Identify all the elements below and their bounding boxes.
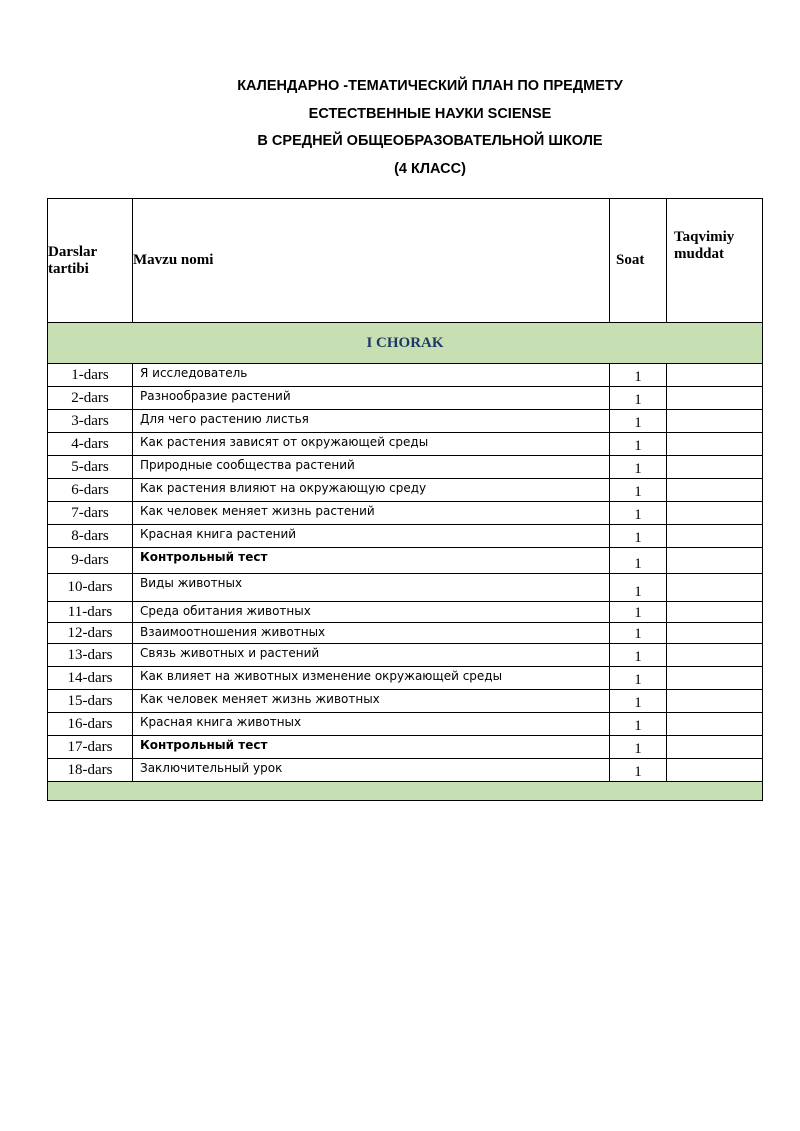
table-row — [48, 364, 763, 387]
lesson-hours: 1 — [610, 525, 667, 548]
table-row — [48, 410, 763, 433]
lesson-calendar-term — [667, 713, 763, 736]
lesson-number: 5-dars — [48, 456, 133, 479]
title-line-2: ЕСТЕСТВЕННЫЕ НАУКИ SCIENSE — [308, 106, 552, 122]
lesson-number: 9-dars — [48, 548, 133, 574]
lesson-number: 18-dars — [48, 759, 133, 782]
lesson-number: 10-dars — [48, 574, 133, 602]
lesson-topic: Я исследователь — [133, 364, 610, 387]
lesson-hours: 1 — [610, 623, 667, 644]
lesson-number: 17-dars — [48, 736, 133, 759]
lesson-topic: Природные сообщества растений — [133, 456, 610, 479]
lesson-topic: Красная книга животных — [133, 713, 610, 736]
lesson-calendar-term — [667, 736, 763, 759]
lesson-topic: Взаимоотношения животных — [133, 623, 610, 644]
lesson-topic: Как человек меняет жизнь растений — [133, 502, 610, 525]
lesson-calendar-term — [667, 623, 763, 644]
lesson-hours: 1 — [610, 502, 667, 525]
thematic-plan-table — [47, 198, 763, 801]
lesson-topic: Связь животных и растений — [133, 644, 610, 667]
lesson-hours: 1 — [610, 690, 667, 713]
table-row — [48, 602, 763, 623]
table-row — [48, 759, 763, 782]
lesson-topic: Как растения зависят от окружающей среды — [133, 433, 610, 456]
lesson-calendar-term — [667, 574, 763, 602]
lesson-hours: 1 — [610, 456, 667, 479]
lesson-hours: 1 — [610, 387, 667, 410]
lesson-number: 14-dars — [48, 667, 133, 690]
table-row — [48, 548, 763, 574]
lesson-number: 6-dars — [48, 479, 133, 502]
lesson-calendar-term — [667, 759, 763, 782]
lesson-hours: 1 — [610, 667, 667, 690]
lesson-topic: Среда обитания животных — [133, 602, 610, 623]
header-calendar-term: Taqvimiy muddat — [667, 199, 763, 323]
lesson-calendar-term — [667, 387, 763, 410]
table-row — [48, 479, 763, 502]
lesson-number: 13-dars — [48, 644, 133, 667]
title-line-1: КАЛЕНДАРНО -ТЕМАТИЧЕСКИЙ ПЛАН ПО ПРЕДМЕТУ — [237, 78, 623, 94]
lesson-topic: Контрольный тест — [133, 736, 610, 759]
lesson-topic: Для чего растению листья — [133, 410, 610, 433]
lesson-topic: Как влияет на животных изменение окружающей среды — [133, 667, 610, 690]
lesson-number: 16-dars — [48, 713, 133, 736]
table-row — [48, 623, 763, 644]
lesson-hours: 1 — [610, 644, 667, 667]
table-row — [48, 667, 763, 690]
lesson-number: 12-dars — [48, 623, 133, 644]
lesson-topic: Как растения влияют на окружающую среду — [133, 479, 610, 502]
lesson-calendar-term — [667, 644, 763, 667]
lesson-number: 4-dars — [48, 433, 133, 456]
table-row — [48, 736, 763, 759]
lesson-hours: 1 — [610, 602, 667, 623]
lesson-calendar-term — [667, 502, 763, 525]
lesson-topic: Контрольный тест — [133, 548, 610, 574]
lesson-calendar-term — [667, 433, 763, 456]
table-row — [48, 502, 763, 525]
table-row — [48, 574, 763, 602]
lesson-calendar-term — [667, 479, 763, 502]
table-row — [48, 690, 763, 713]
lesson-hours: 1 — [610, 713, 667, 736]
lesson-number: 1-dars — [48, 364, 133, 387]
footer-fill — [48, 782, 763, 801]
lesson-hours: 1 — [610, 574, 667, 602]
header-topic: Mavzu nomi — [133, 199, 610, 323]
lesson-number: 2-dars — [48, 387, 133, 410]
lesson-hours: 1 — [610, 410, 667, 433]
lesson-hours: 1 — [610, 364, 667, 387]
lesson-hours: 1 — [610, 759, 667, 782]
lesson-calendar-term — [667, 456, 763, 479]
table-row — [48, 644, 763, 667]
lesson-topic: Заключительный урок — [133, 759, 610, 782]
table-row — [48, 525, 763, 548]
lesson-calendar-term — [667, 602, 763, 623]
table-row — [48, 456, 763, 479]
lesson-hours: 1 — [610, 433, 667, 456]
table-header-row — [48, 199, 763, 323]
lesson-topic: Виды животных — [133, 574, 610, 602]
lesson-number: 3-dars — [48, 410, 133, 433]
lesson-hours: 1 — [610, 736, 667, 759]
lesson-hours: 1 — [610, 479, 667, 502]
lesson-topic: Красная книга растений — [133, 525, 610, 548]
title-line-4: (4 КЛАСС) — [394, 161, 466, 177]
quarter-row — [48, 323, 763, 364]
lesson-hours: 1 — [610, 548, 667, 574]
table-footer-row — [48, 782, 763, 801]
table-row — [48, 433, 763, 456]
lesson-calendar-term — [667, 548, 763, 574]
lesson-number: 15-dars — [48, 690, 133, 713]
lesson-topic: Как человек меняет жизнь животных — [133, 690, 610, 713]
lesson-calendar-term — [667, 410, 763, 433]
table-row — [48, 387, 763, 410]
lesson-number: 8-dars — [48, 525, 133, 548]
lesson-number: 7-dars — [48, 502, 133, 525]
lesson-calendar-term — [667, 364, 763, 387]
table-row — [48, 713, 763, 736]
lesson-number: 11-dars — [48, 602, 133, 623]
lesson-calendar-term — [667, 690, 763, 713]
lesson-topic: Разнообразие растений — [133, 387, 610, 410]
header-hours: Soat — [610, 199, 667, 323]
title-line-3: В СРЕДНЕЙ ОБЩЕОБРАЗОВАТЕЛЬНОЙ ШКОЛЕ — [257, 133, 603, 149]
lesson-calendar-term — [667, 525, 763, 548]
lesson-calendar-term — [667, 667, 763, 690]
quarter-label: I CHORAK — [48, 323, 763, 364]
header-lesson-order: Darslar tartibi — [48, 199, 133, 323]
